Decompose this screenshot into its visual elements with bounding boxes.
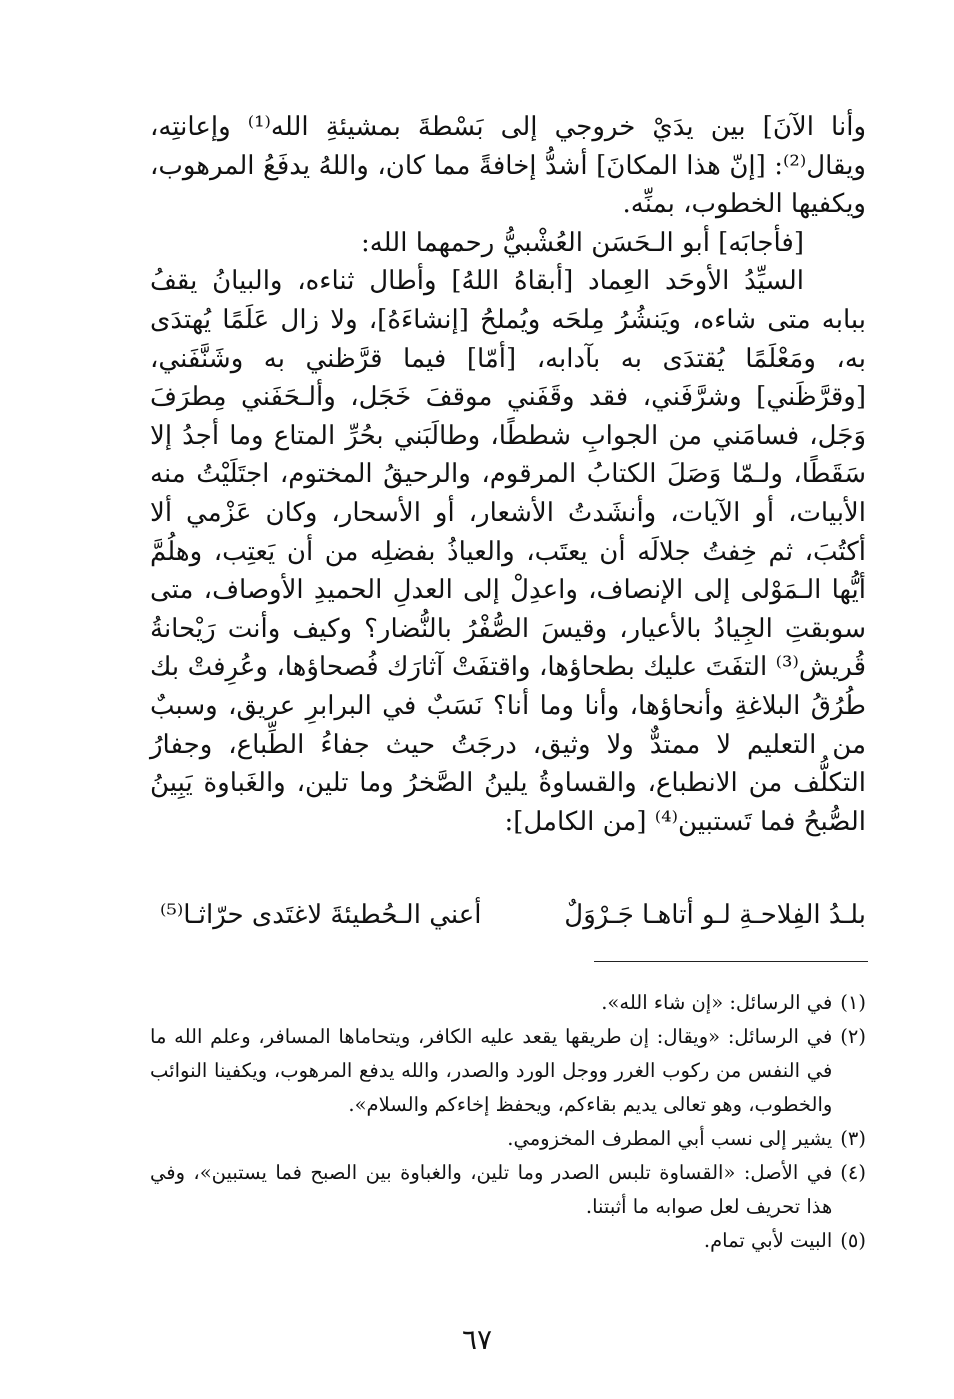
footnote-number: (٢) — [840, 1025, 866, 1048]
footnote-5 — [150, 1224, 866, 1258]
paragraph-reply-heading: [فأجابَه] أبو الـحَسَن العُشْبيُّ رحمهما الله: — [360, 227, 804, 258]
verse-first-hemistich: بلـدُ الفِلاحـةِ لـو أتاهـا جَـرْوَلٌ — [564, 900, 866, 930]
footnote-2 — [150, 1020, 866, 1122]
footnote-4 — [150, 1156, 866, 1224]
footnote-text: في الرسائل: «إن شاء الله». — [601, 991, 833, 1014]
footnote-text: في الرسائل: «ويقال: إن طريقها يقعد عليه الكافر، ويتحاماها المسافر، وعلم الله ما في النفس من ركوب الغرر ووجل الورد والصدر، والله يدفع المرهوب، ويكفينا النوائب والخطوب، وهو تعالى يديم بقاءكم، ويحفظ إخاءكم والسلام». — [150, 1025, 833, 1116]
main-text-block — [150, 108, 866, 841]
footnote-number: (١) — [840, 991, 866, 1014]
page-number: ٦٧ — [461, 1323, 493, 1356]
footnote-number: (٥) — [840, 1229, 866, 1252]
verse-second-hemistich: أعني الـحُطيئةَ لاغتَدى حرّاثـا⁽⁵⁾ — [160, 900, 482, 930]
footnote-3 — [150, 1122, 866, 1156]
paragraph-letter-end: وأنا الآنَ] بين يدَيْ خروجي إلى بَسْطةَ بمشيئةِ الله⁽¹⁾ وإعانتِه، ويقال⁽²⁾: [إنّ هذا المكانَ] أشدُّ إخافةً مما كان، واللهُ يدفَعُ المرهوب، ويكفيها الخطوب، بمنِّه. — [150, 112, 866, 220]
footnote-text: البيت لأبي تمام. — [703, 1229, 833, 1252]
footnote-number: (٣) — [840, 1127, 866, 1150]
footnote-text: يشير إلى نسب أبي المطرف المخزومي. — [507, 1127, 833, 1150]
footnote-text: في الأصل: «القساوة تلبس الصدر وما تلين، والغباوة بين الصبح فما يستبين»، وفي هذا تحريف لعل صوابه ما أثبتنا. — [150, 1161, 833, 1218]
footnotes-section — [150, 986, 866, 1258]
paragraph-reply-body: السيِّدُ الأوحَد العِماد [أبقاهُ اللهُ] وأطال ثناءه، والبيانُ يقفُ ببابه متى شاءه، ويَنشُرُ مِلحَه ويُملحُ [إنشاءَهُ]، ولا زال عَلَمًا يُهتدَى به، ومَعْلَمًا يُقتدَى به بآدابه، [أمّا] فيما قرَّظني به وشَنَّفَني، [وقرَّظَني] وشرَّفَني، فقد وقَفَني موقفَ خَجَل، وألـحَفَني مِطرَفَ وَجَل، فسامَني من الجوابِ شططًا، وطالَبَني بحُرِّ المتاع وما أجدُ إلا سَقَطًا، ولـمّا وَصَلَ الكتابُ المرقوم، والرحيقُ المختوم، اجتَلَيْتُ منه الأبيات، أو الآيات، وأنشَدتُ الأشعار، أو الأسحار، وكان عَزْمي ألا أكتُبَ، ثم خِفتُ جلالَه أن يعتَب، والعياذُ بفضلِه من أن يَعتِب، وهلُمَّ أيُّها الـمَوْلى إلى الإنصاف، واعدِلْ إلى العدلِ الحميدِ الأوصاف، متى سوبقتِ الجِيادُ بالأعيار، وقيسَ الصُّفْرُ بالنُّضار؟ وكيف وأنت رَيْحانةُ قُريش⁽³⁾ التفَتَ عليك بطحاؤها، واقتفَتْ آثارَك فُصحاؤها، وعُرِفتْ بك طُرُقُ البلاغةِ وأنحاؤها، وأنا وما أنا؟ نَسَبٌ في البرابرِ عريق، وسببٌ من التعليم لا ممتدٌّ ولا وثيق، درجَتُ حيث جفاءُ الطِّباع، وجفارُ التكلُّف من الانطباع، والقساوةُ يلينُ الصَّخرُ وما تلين، والغَباوة يَبِينُ الصُّبحُ فما تَستبين⁽⁴⁾ [من الكامل]: — [150, 266, 866, 837]
footnote-number: (٤) — [840, 1161, 866, 1184]
poetry-verse — [160, 895, 866, 935]
footnote-separator-rule — [594, 961, 868, 962]
footnote-1 — [150, 986, 866, 1020]
